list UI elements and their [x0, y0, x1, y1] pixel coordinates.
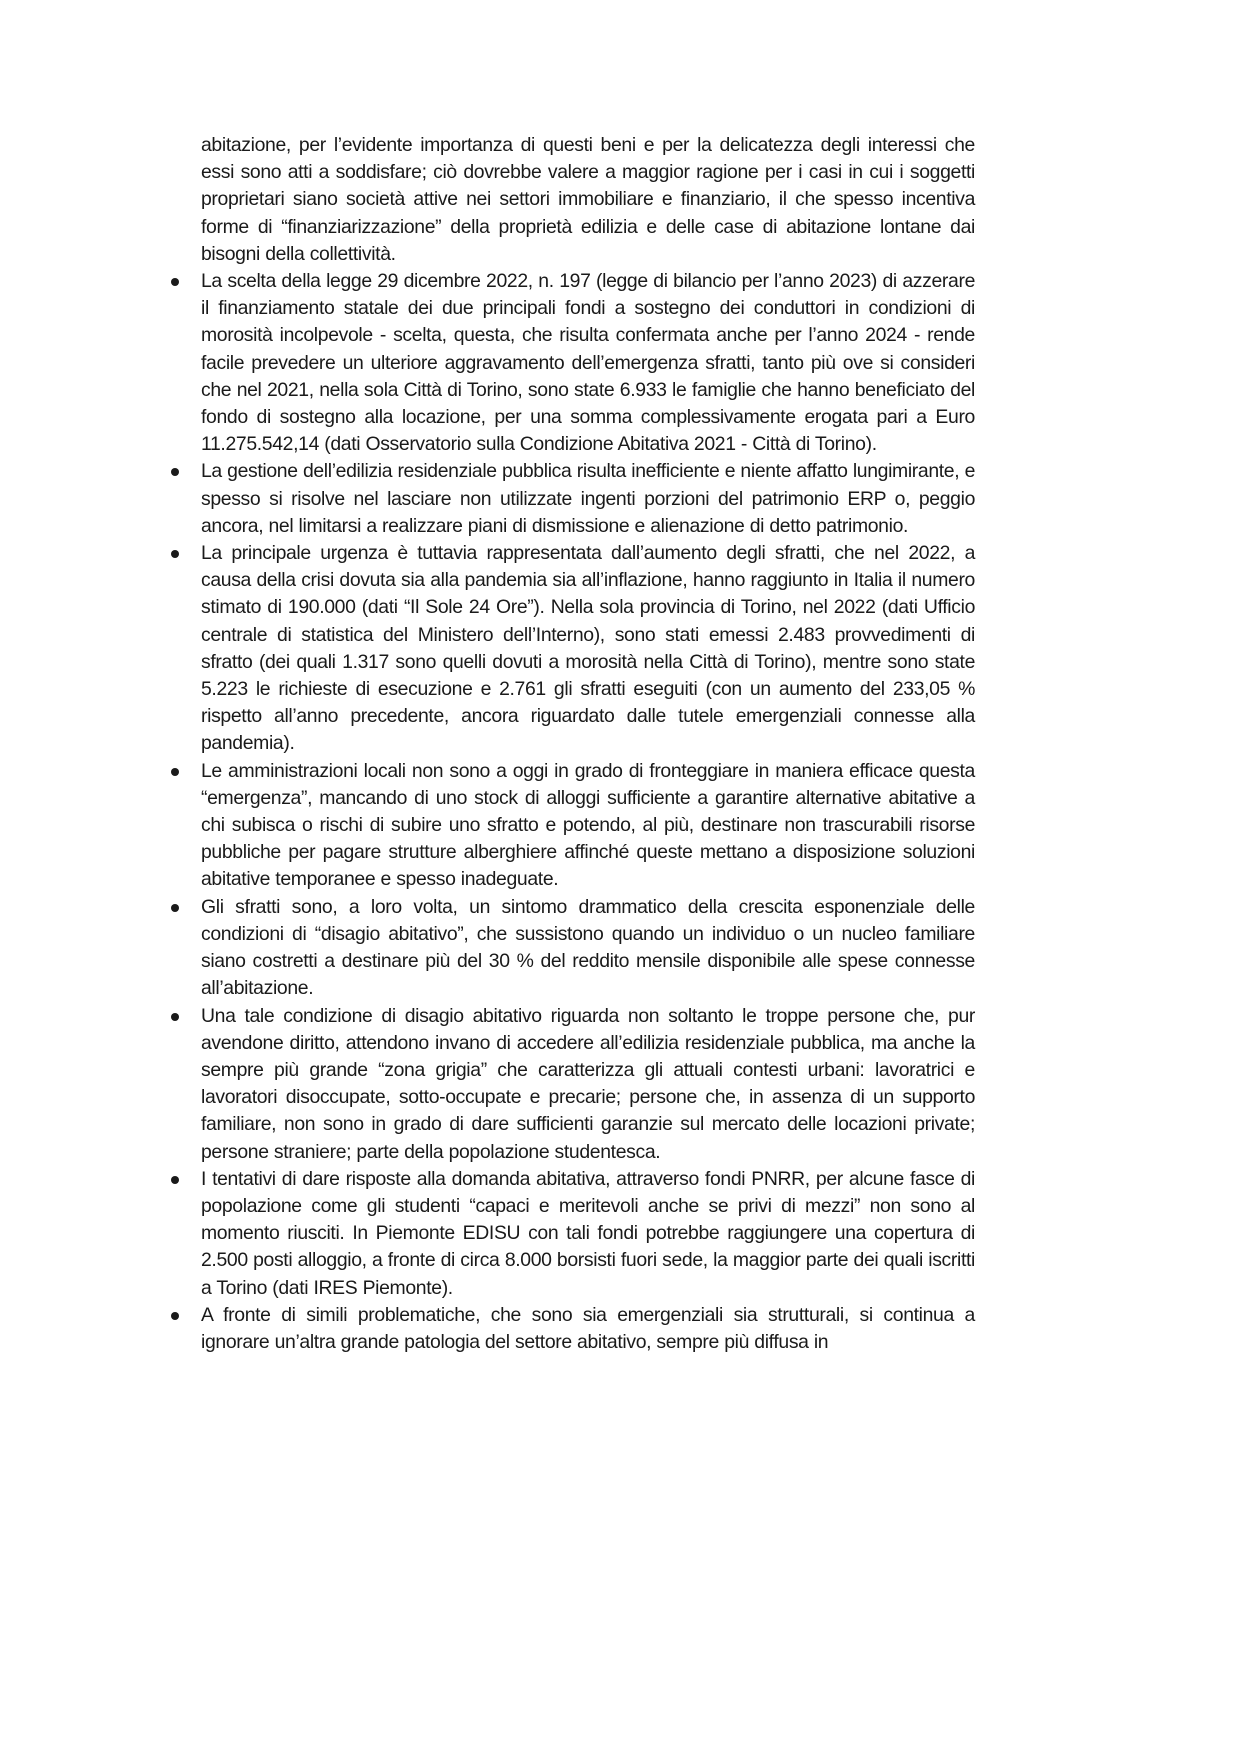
- continuation-paragraph: abitazione, per l’evidente importanza di questi beni e per la delicatezza degli interessi che essi sono atti a soddisfare; ciò dovrebbe valere a maggior ragione per i casi in cui i soggetti proprietari siano società attive nei settori immobiliare e finanziario, il che spesso incentiva forme di “finanziarizzazione” della proprietà edilizia e delle case di abitazione lontane dai bisogni della collettività.: [201, 134, 975, 265]
- bullet-icon: [171, 468, 179, 476]
- bullet-icon: [171, 904, 179, 912]
- list-item: [201, 1166, 975, 1302]
- list-item: [201, 1003, 975, 1166]
- list-item-text: La principale urgenza è tuttavia rappresentata dall’aumento degli sfratti, che nel 2022, a causa della crisi dovuta sia alla pandemia sia all’inflazione, hanno raggiunto in Italia il numero stimato di 190.000 (dati “Il Sole 24 Ore”). Nella sola provincia di Torino, nel 2022 (dati Ufficio centrale di statistica del Ministero dell’Interno), sono stati emessi 2.483 provvedimenti di sfratto (dei quali 1.317 sono quelli dovuti a morosità nella Città di Torino), mentre sono state 5.223 le richieste di esecuzione e 2.761 gli sfratti eseguiti (con un aumento del 233,05 % rispetto all’anno precedente, ancora riguardato dalle tutele emergenziali connesse alla pandemia).: [201, 542, 975, 755]
- list-item-text: Una tale condizione di disagio abitativo riguarda non soltanto le troppe persone che, pur avendone diritto, attendono invano di accedere all’edilizia residenziale pubblica, ma anche la sempre più grande “zona grigia” che caratterizza gli attuali contesti urbani: lavoratrici e lavoratori disoccupate, sotto-occupate e precarie; persone che, in assenza di un supporto familiare, non sono in grado di dare sufficienti garanzie sul mercato delle locazioni private; persone straniere; parte della popolazione studentesca.: [201, 1004, 975, 1163]
- list-item-text: Le amministrazioni locali non sono a oggi in grado di fronteggiare in maniera efficace questa “emergenza”, mancando di uno stock di alloggi sufficiente a garantire alternative abitative a chi subisca o rischi di subire uno sfratto e potendo, al più, destinare non trascurabili risorse pubbliche per pagare strutture alberghiere affinché queste mettano a disposizione soluzioni abitative temporanee e spesso inadeguate.: [201, 759, 975, 891]
- list-item: [201, 1302, 975, 1356]
- list-item-text: La gestione dell’edilizia residenziale pubblica risulta inefficiente e niente affatto lungimirante, e spesso si risolve nel lasciare non utilizzate ingenti porzioni del patrimonio ERP o, peggio ancora, nel limitarsi a realizzare piani di dismissione e alienazione di detto patrimonio.: [201, 460, 975, 537]
- list-item: [201, 758, 975, 894]
- list-item: [201, 894, 975, 1003]
- list-item-text: Gli sfratti sono, a loro volta, un sintomo drammatico della crescita esponenziale delle condizioni di “disagio abitativo”, che sussistono quando un individuo o un nucleo familiare siano costretti a destinare più del 30 % del reddito mensile disponibile alle spese connesse all’abitazione.: [201, 895, 975, 1000]
- bullet-list: [201, 268, 975, 1356]
- bullet-icon: [171, 550, 179, 558]
- bullet-icon: [171, 278, 179, 286]
- list-item-text: I tentativi di dare risposte alla domanda abitativa, attraverso fondi PNRR, per alcune fasce di popolazione come gli studenti “capaci e meritevoli anche se privi di mezzi” non sono al momento riusciti. In Piemonte EDISU con tali fondi potrebbe raggiungere una copertura di 2.500 posti alloggio, a fronte di circa 8.000 borsisti fuori sede, la maggior parte dei quali iscritti a Torino (dati IRES Piemonte).: [201, 1167, 975, 1299]
- list-item-text: La scelta della legge 29 dicembre 2022, n. 197 (legge di bilancio per l’anno 2023) di azzerare il finanziamento statale dei due principali fondi a sostegno dei conduttori in condizioni di morosità incolpevole - scelta, questa, che risulta confermata anche per l’anno 2024 - rende facile prevedere un ulteriore aggravamento dell’emergenza sfratti, tanto più ove si consideri che nel 2021, nella sola Città di Torino, sono state 6.933 le famiglie che hanno beneficiato del fondo di sostegno alla locazione, per una somma complessivamente erogata pari a Euro 11.275.542,14 (dati Osservatorio sulla Condizione Abitativa 2021 - Città di Torino).: [201, 270, 975, 456]
- bullet-icon: [171, 1013, 179, 1021]
- list-item: [201, 540, 975, 758]
- bullet-icon: [171, 1176, 179, 1184]
- list-item: [201, 458, 975, 540]
- list-item-text: A fronte di simili problematiche, che sono sia emergenziali sia strutturali, si continua a ignorare un’altra grande patologia del settore abitativo, sempre più diffusa in: [201, 1303, 975, 1353]
- list-item: [201, 268, 975, 458]
- bullet-icon: [171, 1312, 179, 1320]
- document-page: [201, 132, 975, 1356]
- bullet-icon: [171, 768, 179, 776]
